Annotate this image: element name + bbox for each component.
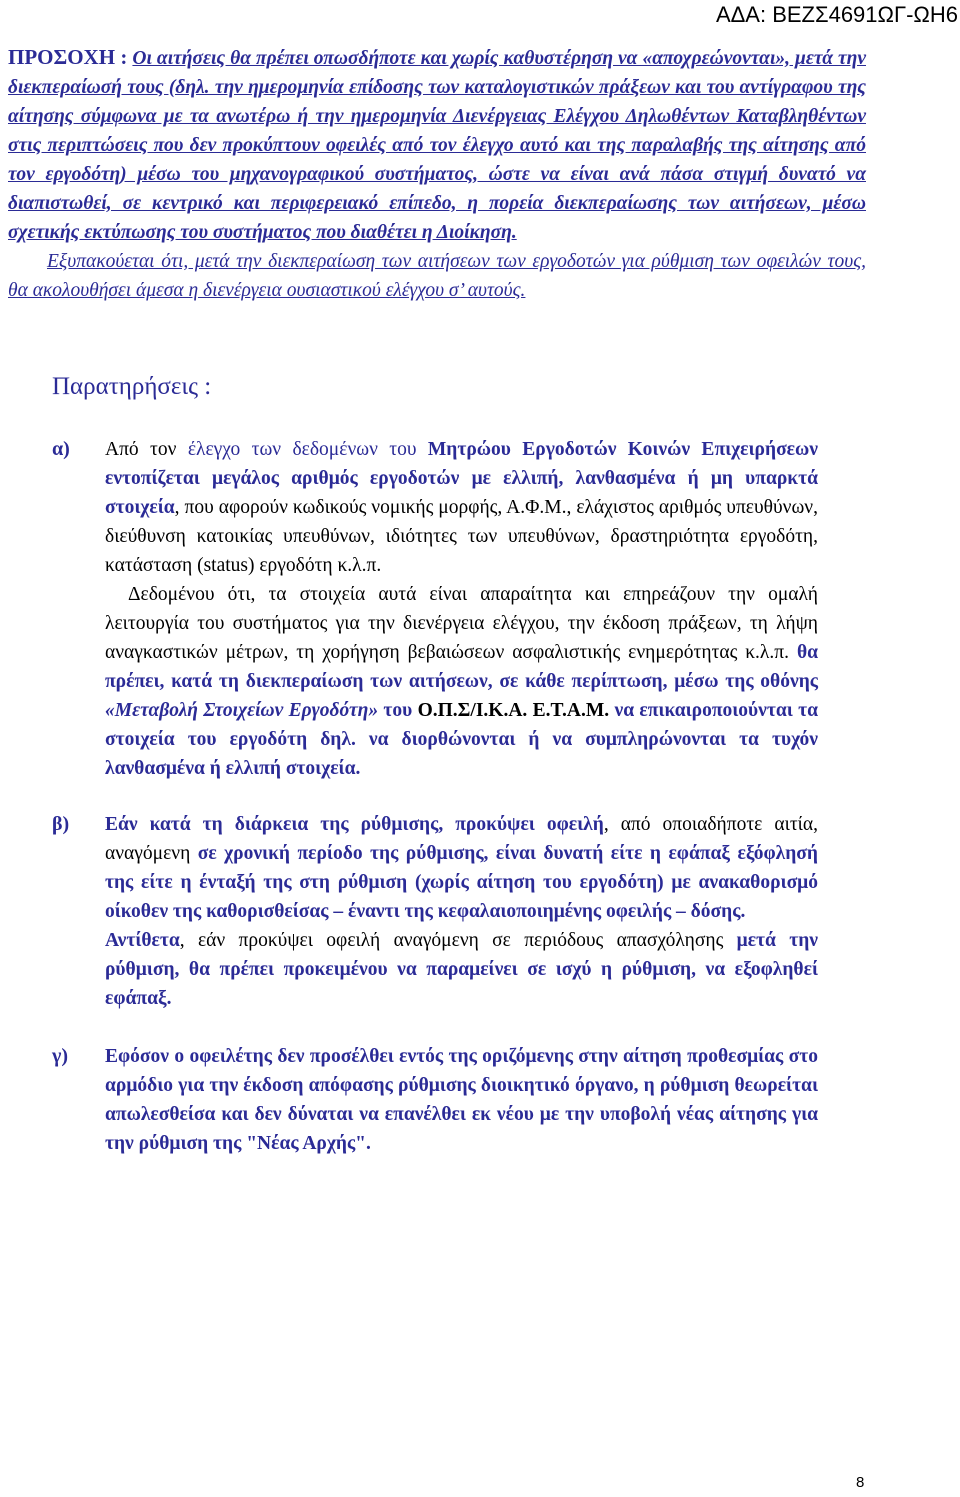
remark-paragraph [105,435,818,580]
remark-marker: β) [52,813,70,835]
text-run: έλεγχο των δεδομένων του [187,439,428,460]
text-run: Μητρώου Εργοδοτών Κοινών Επιχειρήσεων εντοπίζεται μεγάλος αριθμός εργοδοτών με ελλιπή, λανθασμένα ή μη υπαρκτά στοιχεία [105,439,818,518]
text-run: Δεδομένου ότι, τα στοιχεία αυτά είναι απαραίτητα και επηρεάζουν την ομαλή λειτουργία του συστήματος για την διενέργεια ελέγχου, την έκδοση πράξεων, τη λήψη αναγκαστικών μέτρων, τη χορήγηση βεβαιώσεων ασφαλιστικής ενημερότητας κ.λ.π. [105,584,818,663]
remark-paragraph [105,810,818,926]
text-run: , που αφορούν κωδικούς νομικής μορφής, Α.Φ.Μ., ελάχιστος αριθμός υπευθύνων, διεύθυνση κατοικίας υπευθύνων, ιδιότητες των υπευθύνων, δραστηριότητα εργοδότη, κατάσταση (status) εργοδότη κ.λ.π. [105,497,818,576]
remark-item-b [52,810,818,1013]
text-run: του [378,700,418,721]
text-run: να επικαιροποιούνται τα στοιχεία του εργοδότη δηλ. να διορθώνονται ή να συμπληρώνονται τα τυχόν λανθασμένα ή ελλιπή στοιχεία. [105,700,818,779]
remark-marker: γ) [52,1045,69,1067]
remark-paragraph [105,926,818,1013]
text-run: Ο.Π.Σ/Ι.Κ.Α. Ε.Τ.Α.Μ. [417,700,610,721]
remarks-heading: Παρατηρήσεις : [52,373,212,400]
text-run: «Μεταβολή Στοιχείων Εργοδότη» [105,700,379,721]
remark-item-a [52,435,818,783]
text-run: Αντίθετα [105,930,180,951]
document-body [0,43,960,1158]
remark-item-c [52,1042,818,1158]
text-run: σε χρονική περίοδο της ρύθμισης, είναι δυνατή είτε η εφάπαξ εξόφλησή της είτε η ένταξή της στη ρύθμιση (χωρίς αίτηση του εργοδότη) με ανακαθορισμό οίκοθεν της καθορισθείσας – έναντι της κεφαλαιοποιημένης οφειλής – δόσης. [105,843,818,922]
notice-paragraph [8,43,866,247]
remark-body [105,435,818,783]
notice-label: ΠΡΟΣΟΧΗ : [8,45,128,69]
page-number: 8 [856,1474,865,1491]
text-run: Από τον [105,439,188,460]
text-run: Εάν κατά τη διάρκεια της ρύθμισης, προκύψει οφειλή [105,814,604,835]
notice-followup: Εξυπακούεται ότι, μετά την διεκπεραίωση των αιτήσεων των εργοδοτών για ρύθμιση των οφειλών τους, θα ακολουθήσει άμεσα η διενέργεια ουσιαστικού ελέγχου σ’ αυτούς. [8,251,866,301]
text-run: μετά την ρύθμιση, θα πρέπει προκειμένου να παραμείνει σε ισχύ η ρύθμιση, να εξοφληθεί εφάπαξ. [105,930,819,1009]
ada-code: ΑΔΑ: ΒΕΖΣ4691ΩΓ-ΩΗ6 [715,2,958,27]
remark-body [105,1042,818,1158]
remark-marker: α) [52,438,70,460]
remark-paragraph [105,580,818,783]
text-run: θα πρέπει, κατά τη διεκπεραίωση των αιτήσεων, σε κάθε περίπτωση, μέσω της οθόνης [105,642,818,692]
remark-body [105,810,818,1013]
text-run: Εφόσον ο οφειλέτης δεν προσέλθει εντός της οριζόμενης στην αίτηση προθεσμίας στο αρμόδιο για την έκδοση απόφασης ρύθμισης διοικητικό όργανο, η ρύθμιση θεωρείται απωλεσθείσα και δεν δύναται να επανέλθει εκ νέου με την υποβολή νέας αίτησης για την ρύθμιση της "Νέας Αρχής". [105,1046,818,1154]
text-run: , από οποιαδήποτε αιτία, αναγόμενη [105,814,819,864]
text-run: , εάν προκύψει οφειλή αναγόμενη σε περιόδους απασχόλησης [179,930,737,951]
notice-text: Οι αιτήσεις θα πρέπει οπωσδήποτε και χωρίς καθυστέρηση να «αποχρεώνονται», μετά την διεκπεραίωσή τους (δηλ. την ημερομηνία επίδοσης των καταλογιστικών πράξεων και του αντίγραφου της αίτησης σύμφωνα με τα ανωτέρω ή την ημερομηνία Διενέργειας Ελέγχου Δηλωθέντων Καταβληθέντων στις περιπτώσεις που δεν προκύπτουν οφειλές από τον έλεγχο αυτό και της παραλαβής της αίτησης από τον εργοδότη) μέσω του μηχανογραφικού συστήματος, ώστε να είναι ανά πάσα στιγμή δυνατό να διαπιστωθεί, σε κεντρικό και περιφερειακό επίπεδο, η πορεία διεκπεραίωσης των αιτήσεων, μέσω σχετικής εκτύπωσης του συστήματος που διαθέτει η Διοίκηση. [8,48,866,243]
remark-paragraph [105,1042,818,1158]
notice-section [8,43,866,305]
